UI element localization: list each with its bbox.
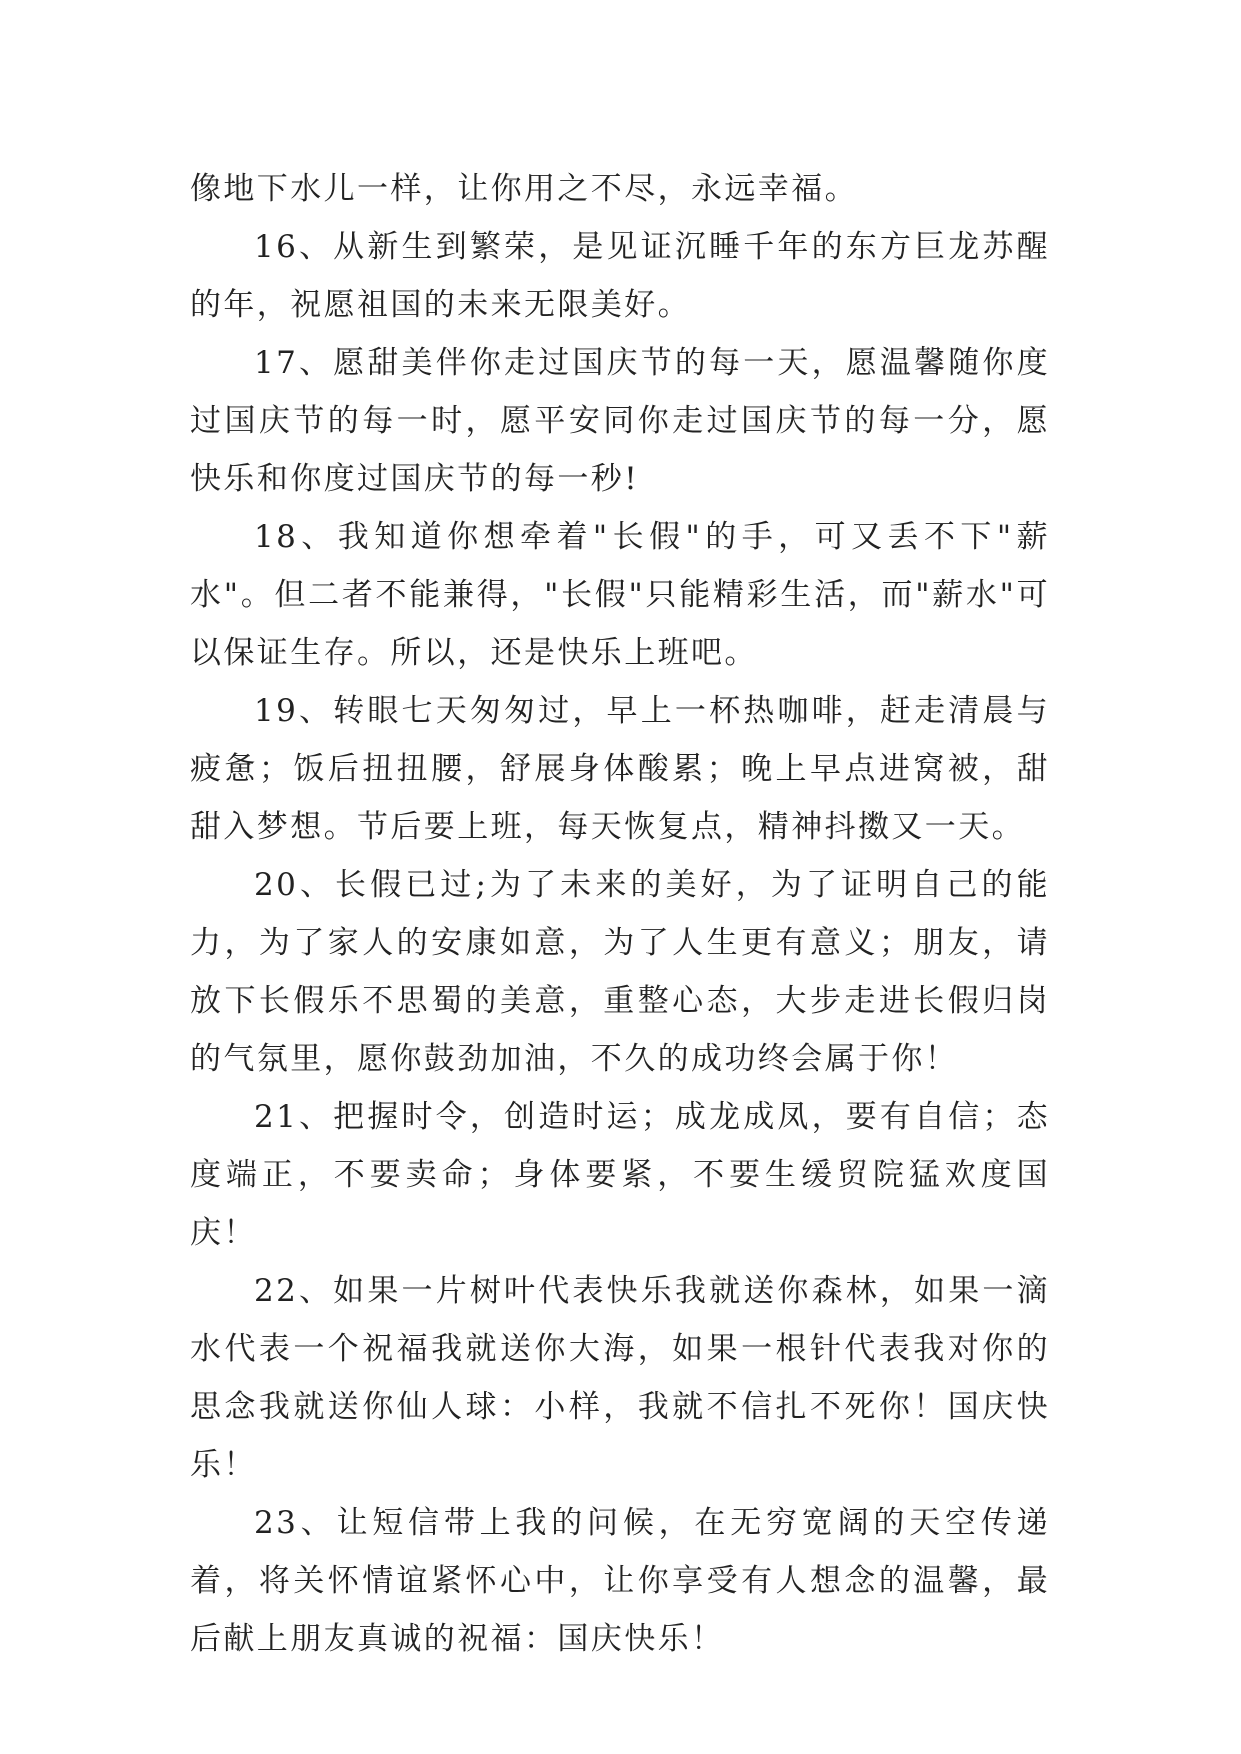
paragraph-23: 23、让短信带上我的问候，在无穷宽阔的天空传递着，将关怀情谊紧怀心中，让你享受有人想念的温馨，最后献上朋友真诚的祝福：国庆快乐！ (190, 1505, 1050, 1657)
paragraph-continuation: 像地下水儿一样，让你用之不尽，永远幸福。 (190, 171, 858, 207)
paragraph-22: 22、如果一片树叶代表快乐我就送你森林，如果一滴水代表一个祝福我就送你大海，如果一根针代表我对你的思念我就送你仙人球：小样，我就不信扎不死你！国庆快乐！ (190, 1273, 1050, 1483)
document-body (190, 160, 1050, 1668)
paragraph-17: 17、愿甜美伴你走过国庆节的每一天，愿温馨随你度过国庆节的每一时，愿平安同你走过国庆节的每一分，愿快乐和你度过国庆节的每一秒! (190, 345, 1050, 497)
paragraph-16: 16、从新生到繁荣，是见证沉睡千年的东方巨龙苏醒的年，祝愿祖国的未来无限美好。 (190, 229, 1050, 323)
paragraph-21: 21、把握时令，创造时运；成龙成凤，要有自信；态度端正，不要卖命；身体要紧，不要生缓贸院猛欢度国庆！ (190, 1099, 1050, 1251)
paragraph-18: 18、我知道你想牵着"长假"的手，可又丢不下"薪水"。但二者不能兼得，"长假"只能精彩生活，而"薪水"可以保证生存。所以，还是快乐上班吧。 (190, 519, 1050, 671)
paragraph-19: 19、转眼七天匆匆过，早上一杯热咖啡，赶走清晨与疲惫；饭后扭扭腰，舒展身体酸累；晚上早点进窝被，甜甜入梦想。节后要上班，每天恢复点，精神抖擞又一天。 (190, 693, 1050, 845)
paragraph-20: 20、长假已过;为了未来的美好，为了证明自己的能力，为了家人的安康如意，为了人生更有意义；朋友，请放下长假乐不思蜀的美意，重整心态，大步走进长假归岗的气氛里，愿你鼓劲加油，不久的成功终会属于你！ (190, 867, 1050, 1077)
